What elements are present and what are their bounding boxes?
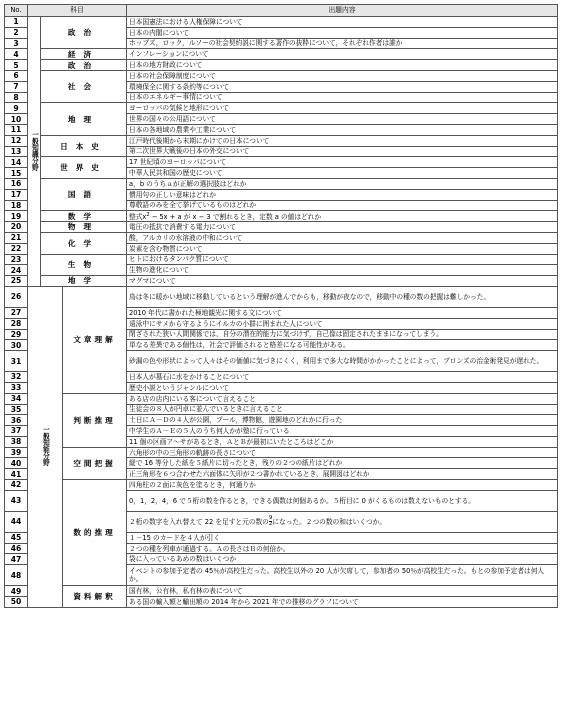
subject-economy: 経済	[41, 49, 127, 60]
question-content: 鳥は冬に暖かい地域に移動しているという理解が進んでからも，移動が夜なので，移動中の種の数の把握は難しかった。	[127, 286, 558, 307]
row-number: 47	[5, 554, 28, 565]
subject-earth-science: 地学	[41, 276, 127, 287]
row-number: 22	[5, 243, 28, 254]
subject-physics: 物理	[41, 222, 127, 233]
row-number: 26	[5, 286, 28, 307]
row-number: 25	[5, 276, 28, 287]
question-content: 生物の進化について	[127, 265, 558, 276]
question-content: 土日にＡ－Ｄの４人が公園，プール，博物館，遊園地のどれかに行った	[127, 415, 558, 426]
row-number: 11	[5, 124, 28, 135]
table-row	[5, 178, 558, 189]
row-number: 48	[5, 565, 28, 586]
row-number: 39	[5, 447, 28, 458]
question-content: 環境保全に関する条約等について	[127, 81, 558, 92]
row-number: 12	[5, 135, 28, 146]
question-content: 四角柱の２面に灰色を塗るとき，何通りか	[127, 480, 558, 491]
question-content: マグマについて	[127, 276, 558, 287]
row-number: 2	[5, 27, 28, 38]
subject-math: 数学	[41, 211, 127, 222]
question-content: 日本の地方財政について	[127, 60, 558, 71]
subject-numerical: 数的推理	[63, 480, 127, 586]
row-number: 21	[5, 232, 28, 243]
row-number: 32	[5, 372, 28, 383]
row-number: 43	[5, 490, 28, 511]
subject-japanese-language: 国語	[41, 178, 127, 210]
row-number: 41	[5, 469, 28, 480]
question-content: 日本のエネルギー事情について	[127, 92, 558, 103]
table-row	[5, 222, 558, 233]
row-number: 29	[5, 329, 28, 340]
question-content: １－15 のカードを４人が引く	[127, 532, 558, 543]
row-number: 44	[5, 511, 28, 532]
question-content: 正三角形を６つ合わせた六面体に矢印が２つ書かれているとき，展開図はどれか	[127, 469, 558, 480]
header-subject: 科目	[28, 5, 127, 17]
question-content	[127, 211, 558, 222]
table-row	[5, 254, 558, 265]
category-text: 一般知識分野	[30, 130, 39, 171]
question-content: 酸，アルカリの水溶液の中和について	[127, 232, 558, 243]
question-content: 2010 年代に書かれた極地観光に関する文について	[127, 307, 558, 318]
question-content: 砂漏の色や形状によって人々はその価値に気づきにくく，利用まで多大な時間がかかったことによって，ブロンズの治金術発見が遅れた。	[127, 351, 558, 372]
question-content: 中学生のＡ－Ｅの５人のうち何人かが塾に行っている	[127, 426, 558, 437]
row-number: 37	[5, 426, 28, 437]
table-row	[5, 49, 558, 60]
question-content: 遠泳中にサメから守るようにイルカの小群に囲まれた人について	[127, 318, 558, 329]
subject-judgment: 判断推理	[63, 393, 127, 447]
row-number: 14	[5, 157, 28, 168]
row-number: 10	[5, 114, 28, 125]
header-content: 出題内容	[127, 5, 558, 17]
row-number: 20	[5, 222, 28, 233]
subject-biology: 生物	[41, 254, 127, 276]
question-content: 歴史小説というジャンルについて	[127, 382, 558, 393]
table-row	[5, 393, 558, 404]
row-number: 27	[5, 307, 28, 318]
row-number: 15	[5, 168, 28, 179]
table-row	[5, 17, 558, 28]
category-text: 一般知能分野	[41, 426, 50, 466]
question-content: 日本の内閣について	[127, 27, 558, 38]
question-content: 炭素を含む物質について	[127, 243, 558, 254]
row-number: 19	[5, 211, 28, 222]
table-row	[5, 103, 558, 114]
question-content: 17 世紀頃のヨーロッパについて	[127, 157, 558, 168]
row-number: 23	[5, 254, 28, 265]
subject-politics: 政治	[41, 17, 127, 49]
question-content: 電圧の抵抗で消費する電力について	[127, 222, 558, 233]
row-number: 1	[5, 17, 28, 28]
subject-geography: 地理	[41, 103, 127, 135]
question-content: 六角形の中の三角形の軌跡の長さについて	[127, 447, 558, 458]
table-body	[5, 17, 558, 608]
subject-spatial: 空間把握	[63, 447, 127, 479]
row-number: 33	[5, 382, 28, 393]
question-content: 日本国憲法における人権保障について	[127, 17, 558, 28]
subject-world-history: 世界史	[41, 157, 127, 179]
question-content: 0，1，2，4，6 で５桁の数を作るとき，できる偶数は何個あるか。５桁目に 0 がくるものは数えないものとする。	[127, 490, 558, 511]
question-content: ホッブズ，ロック，ルソーの社会契約説に関する著作の抜粋について，それぞれ作者は誰か	[127, 38, 558, 49]
row-number: 9	[5, 103, 28, 114]
question-content: 縦で 16 等分した紙を５紙片に切ったとき，残りの２つの紙片はどれか	[127, 458, 558, 469]
subject-politics: 政治	[41, 60, 127, 71]
question-content: 中華人民共和国の歴史について	[127, 168, 558, 179]
question-content: a，b のうちａが正解の選択肢はどれか	[127, 178, 558, 189]
category-label-general-knowledge	[28, 17, 41, 287]
row-number: 31	[5, 351, 28, 372]
question-content: 日本の社会保障制度について	[127, 70, 558, 81]
subject-chemistry: 化学	[41, 232, 127, 254]
question-content: 日本の各地域の農業や工業について	[127, 124, 558, 135]
question-content: 単なる差異である個性は，社会で評価されると格差になる可能性がある。	[127, 340, 558, 351]
question-content: 第二次世界大戦後の日本の外交について	[127, 146, 558, 157]
table-row	[5, 211, 558, 222]
row-number: 34	[5, 393, 28, 404]
question-content: 国有林，公有林，私有林の表について	[127, 586, 558, 597]
content-text: ２桁の数字を入れ替えて 22 を足すと元の数の	[129, 517, 269, 526]
question-content: ２つの種を列車が通過する。Ａの長さはＢの何倍か。	[127, 543, 558, 554]
question-content: 11 個の区画ア～サがあるとき，ＡとＢが最初にいたところはどこか	[127, 436, 558, 447]
row-number: 8	[5, 92, 28, 103]
row-number: 7	[5, 81, 28, 92]
row-number: 6	[5, 70, 28, 81]
row-number: 30	[5, 340, 28, 351]
subject-japanese-history: 日本史	[41, 135, 127, 157]
table-row	[5, 70, 558, 81]
table-row	[5, 447, 558, 458]
question-content: ある国の輸入額と輸出額の 2014 年から 2021 年での推移のグラフについて	[127, 597, 558, 608]
subject-reading: 文章理解	[63, 286, 127, 393]
row-number: 49	[5, 586, 28, 597]
row-number: 50	[5, 597, 28, 608]
exam-subject-table	[4, 4, 558, 608]
table-row	[5, 60, 558, 71]
category-label-general-intelligence	[28, 286, 63, 607]
question-content: ある店の店内にいる客について言えること	[127, 393, 558, 404]
table-row	[5, 286, 558, 307]
exponent: 2	[146, 211, 150, 218]
row-number: 35	[5, 404, 28, 415]
row-number: 13	[5, 146, 28, 157]
row-number: 4	[5, 49, 28, 60]
row-number: 24	[5, 265, 28, 276]
header-no: No.	[5, 5, 28, 17]
question-content: 日本人が墓石に水をかけることについて	[127, 372, 558, 383]
row-number: 5	[5, 60, 28, 71]
question-content: インフレーションについて	[127, 49, 558, 60]
table-row	[5, 480, 558, 491]
content-text: 整式x	[129, 212, 147, 221]
question-content	[127, 511, 558, 532]
row-number: 40	[5, 458, 28, 469]
table-row	[5, 232, 558, 243]
question-content: 江戸時代後期から末期にかけての日本について	[127, 135, 558, 146]
subject-society: 社会	[41, 70, 127, 102]
question-content: 袋に入っているあめの数はいくつか	[127, 554, 558, 565]
row-number: 3	[5, 38, 28, 49]
content-text: − 5x + a が x − 3 で割れるとき，定数 a の値はどれか	[149, 212, 322, 221]
table-row	[5, 135, 558, 146]
row-number: 46	[5, 543, 28, 554]
row-number: 28	[5, 318, 28, 329]
table-row	[5, 276, 558, 287]
table-row	[5, 157, 558, 168]
row-number: 45	[5, 532, 28, 543]
row-number: 42	[5, 480, 28, 491]
row-number: 17	[5, 189, 28, 200]
fraction-denominator: 2	[268, 521, 273, 528]
question-content: 世界の国々の公用語について	[127, 114, 558, 125]
question-content: 尊敬語のみを全て挙げているものはどれか	[127, 200, 558, 211]
row-number: 36	[5, 415, 28, 426]
subject-table-container	[4, 4, 558, 608]
row-number: 38	[5, 436, 28, 447]
question-content: 生徒会の８人が円卓に並んでいるときに言えること	[127, 404, 558, 415]
table-row	[5, 586, 558, 597]
question-content: 慣用句の正しい意味はどれか	[127, 189, 558, 200]
content-text: になった。２つの数の和はいくつか。	[272, 517, 387, 526]
question-content: ヨーロッパの気候と地形について	[127, 103, 558, 114]
header-row	[5, 5, 558, 17]
fraction-numerator: 9	[268, 514, 273, 521]
question-content: イベントの参加予定者の 45％が高校生だった。高校生以外の 20 人が欠席して，参加者の 50％が高校生だった。もとの参加予定者は何人か。	[127, 565, 558, 586]
subject-data: 資料解釈	[63, 586, 127, 608]
row-number: 18	[5, 200, 28, 211]
row-number: 16	[5, 178, 28, 189]
question-content: 閉ざされた狭い人間関係では，自分の潜在的能力に気づけず，自己像は固定されたままになってしまう。	[127, 329, 558, 340]
question-content: ヒトにおけるタンパク質について	[127, 254, 558, 265]
